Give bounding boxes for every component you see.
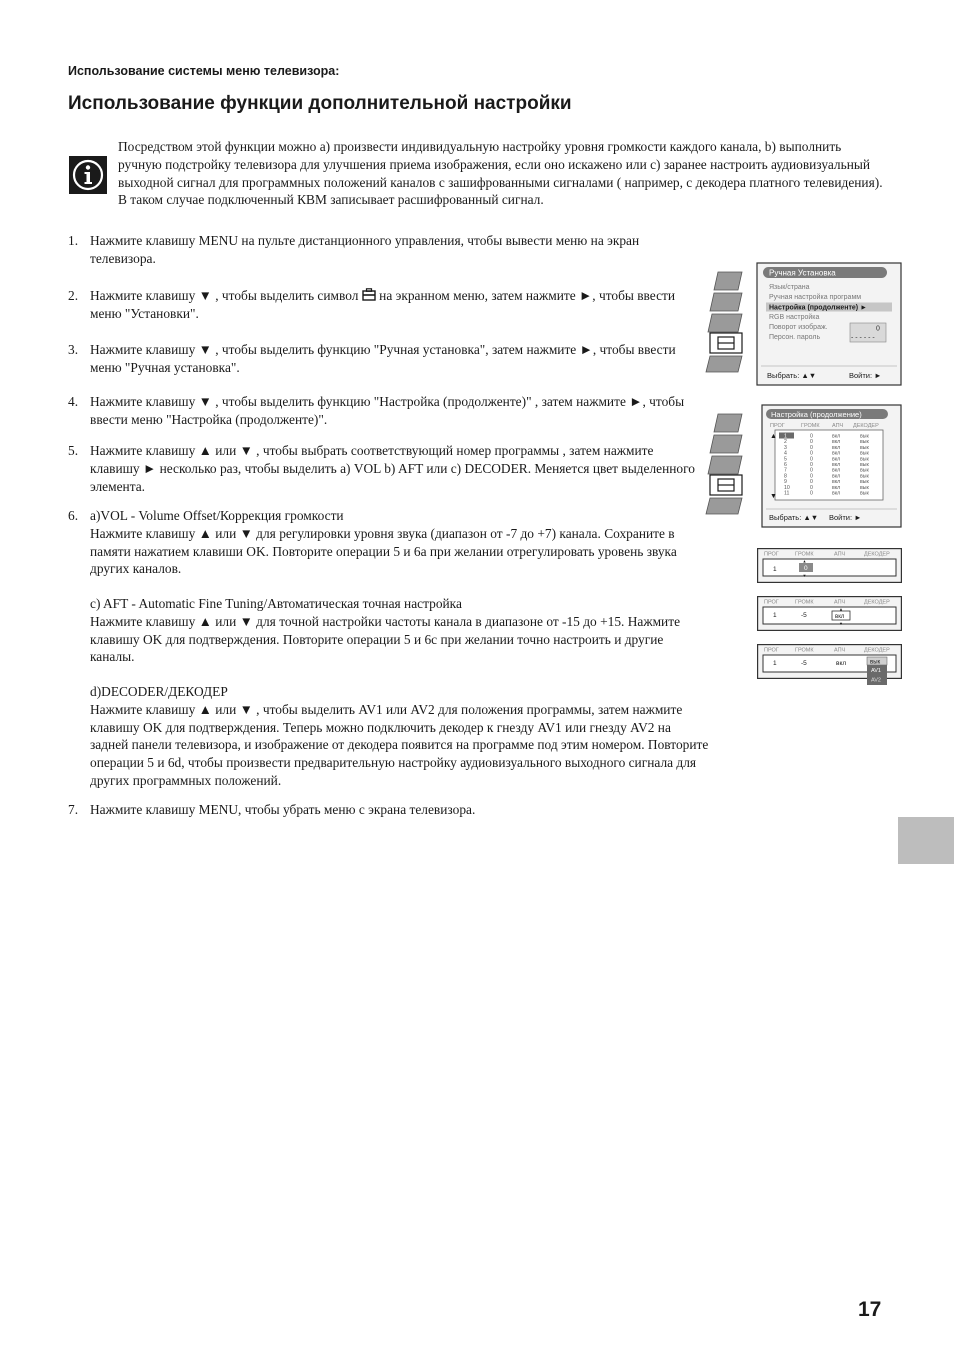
svg-text:АПЧ: АПЧ [834,551,846,558]
decoder-text: Нажмите клавишу ▲ или ▼ , чтобы выделить AV1 или AV2 для положения программы, затем нажмите клавишу OK для подтверждения. Теперь можно подключить декодер к гнезду AV1 или гнезду AV2 на задней панели телевизора, и изображение от декодера появится на программе под этим номером. Повторите операции 5 и 6d, чтобы произвести предварительную настройку аудиовизуального выходного сигнала для других программных положений. [90,701,709,788]
menu2-title: Настройка (продолжение) [771,410,862,419]
menu2-cell: 0 [810,456,813,463]
svg-text:▲: ▲ [839,606,843,612]
step-number: 1. [68,233,79,248]
menu2-cell: 0 [810,462,813,468]
aft-adjust-strip [757,596,902,631]
step-text [90,507,702,578]
svg-text:1: 1 [773,612,777,619]
menu2-cell: 1 [784,433,787,440]
menu-icon-column [706,272,742,372]
vol-title: a)VOL - Volume Offset/Коррекция громкости [90,508,344,523]
step-number: 2. [68,288,79,303]
menu1-title: Ручная Установка [769,268,836,278]
strip-prog-value: 1 [773,566,777,573]
step-text: Нажмите клавишу MENU, чтобы убрать меню с экрана телевизора. [90,802,476,817]
menu2-cell: 0 [810,484,813,491]
menu2-cell: 4 [784,450,787,457]
tuning-continued-screen [704,404,902,528]
scroll-up-arrow: ▲ [770,433,777,440]
step-number: 3. [68,342,79,357]
menu2-cell: вык [860,473,869,480]
password-value: - - - - - - [851,334,875,342]
step-text [90,287,702,323]
step-text-part: на экранном меню, затем нажмите ►, чтобы ввести меню "Установки". [90,288,676,321]
decoder-section [90,683,710,790]
svg-text:ДЕКОДЕР: ДЕКОДЕР [864,551,890,558]
svg-text:АПЧ: АПЧ [834,647,846,654]
intro-paragraph: Посредством этой функции можно а) произвести индивидуальную настройку уровня громкости каждого канала, b) выполнить ручную подстройку телевизора для улучшения приема изображения, если оно искажено или с) заранее настроить аудиовизуальный выходной сигнал для программных положений каналов с зашифрованными сигналами ( например, с декодера платного телевидения). В таком случае подключенный КВМ записывает расшифрованный сигнал. [118,139,883,208]
menu2-cell: 0 [810,490,813,497]
strip-aft-value: вкл [835,614,845,620]
decoder-adjust-strip [757,644,902,686]
sound-menu-icon [710,435,742,453]
sound-menu-icon [710,293,742,311]
menu2-cell: 9 [784,479,787,486]
preset-menu-icon [706,356,742,372]
decoder-option: AV2 [871,677,881,684]
aft-section [90,595,710,666]
step-number: 6. [68,508,79,523]
page-title: Использование функции дополнительной настройки [68,93,572,114]
step-number: 5. [68,443,79,458]
decoder-option: AV1 [871,668,881,674]
svg-text:▲: ▲ [802,558,807,564]
svg-text:ПРОГ: ПРОГ [764,647,779,654]
svg-text:ГРОМК: ГРОМК [795,647,814,654]
menu1-item: RGB настройка [769,314,820,321]
chapter-tab [898,817,954,864]
menu2-header: ПРОГ [770,423,785,429]
menu2-cell: вкл [832,490,841,497]
svg-text:ГРОМК: ГРОМК [795,599,814,606]
menu2-footer-enter: Войти: ► [829,513,862,522]
vol-adjust-strip [757,548,902,583]
info-icon [69,156,107,194]
step-number: 7. [68,802,79,817]
menu2-cell: вык [860,467,869,474]
menu2-cell: вкл [832,473,841,480]
menu2-cell: вык [860,490,869,497]
page-number: 17 [858,1298,882,1321]
menu2-cell: вкл [832,450,841,457]
menu2-cell: 5 [784,456,787,463]
step-text: Нажмите клавишу MENU на пульте дистанционного управления, чтобы вывести меню на экран телевизора. [90,233,640,266]
menu2-footer-select: Выбрать: ▲▼ [769,513,819,522]
step-text: Нажмите клавишу ▼ , чтобы выделить функцию "Настройка (продолженте)" , затем нажмите ►, чтобы ввести меню "Настройка (продолженте)". [90,394,685,427]
menu2-cell: 2 [784,439,787,446]
preset-menu-icon [706,498,742,514]
svg-text:ДЕКОДЕР: ДЕКОДЕР [864,647,890,654]
svg-text:▼: ▼ [802,573,807,578]
menu2-cell: 0 [810,450,813,457]
rotate-value: 0 [876,325,880,333]
step-text: Нажмите клавишу ▲ или ▼ , чтобы выбрать соответствующий номер программы , затем нажмите клавишу ► несколько раз, чтобы выделить а) VOL b) AFT или с) DECODER. Меняется цвет выделенного элемента. [90,443,695,494]
menu2-cell: вык [860,484,869,491]
menu2-cell: вкл [832,456,841,463]
menu2-header: ДЕКОДЕР [853,423,879,429]
menu1-footer-select: Выбрать: ▲▼ [767,371,817,380]
svg-text:вкл: вкл [836,660,847,667]
scroll-down-arrow: ▼ [770,493,777,500]
strip-vol-value: 0 [804,565,808,572]
menu2-cell: вык [860,479,869,486]
menu1-item: Язык/страна [769,284,810,291]
menu2-cell: вык [860,433,869,440]
menu2-header: АПЧ [832,423,844,429]
vol-text: Нажмите клавишу ▲ или ▼ для регулировки уровня звука (диапазон от -7 до +7) канала. Сохраните в памяти нажатием клавиши OK. Повторите операции 5 и 6a при желании отрегулировать уровень звука других каналов. [90,525,677,577]
picture-menu-icon [714,272,742,290]
svg-text:-5: -5 [801,660,807,667]
menu2-cell: 0 [810,467,813,474]
svg-text:▼: ▼ [839,621,843,626]
features-menu-icon [708,456,742,474]
svg-text:ДЕКОДЕР: ДЕКОДЕР [864,599,890,606]
manual-setup-screen [704,262,902,386]
menu2-cell: 0 [810,433,813,440]
svg-text:1: 1 [773,660,777,667]
menu2-cell: вык [860,444,869,451]
step-number: 4. [68,394,79,409]
svg-text:ПРОГ: ПРОГ [764,599,779,606]
menu2-cell: вык [860,456,869,463]
menu-icon-column [706,414,742,514]
menu2-cell: вкл [832,433,841,440]
menu1-item: Персон. пароль [769,334,821,341]
menu2-cell: вкл [832,484,841,491]
menu2-cell: 8 [784,473,787,480]
menu2-cell: 0 [810,444,813,451]
svg-text:ГРОМК: ГРОМК [795,551,814,558]
menu2-cell: вык [860,439,869,446]
menu1-footer-enter: Войти: ► [849,371,882,380]
aft-title: c) AFT - Automatic Fine Tuning/Автоматическая точная настройка [90,596,462,611]
menu2-cell: 3 [784,444,787,451]
menu2-cell: 0 [810,439,813,446]
section-label: Использование системы меню телевизора: [68,64,340,78]
picture-menu-icon [714,414,742,432]
menu2-cell: 0 [810,473,813,480]
svg-text:-5: -5 [801,612,807,619]
svg-text:АПЧ: АПЧ [834,599,846,606]
menu2-cell: 6 [784,462,787,468]
menu2-cell: вык [860,450,869,457]
setup-toolbox-icon [362,288,376,301]
menu2-cell: вык [860,462,869,468]
menu1-item-selected: Настройка (продолженте) ► [769,304,867,312]
features-menu-icon [708,314,742,332]
strip-decoder-value: вык [870,659,881,666]
menu2-cell: вкл [832,479,841,486]
menu2-cell: 7 [784,467,787,474]
menu2-cell: вкл [832,444,841,451]
menu2-cell: вкл [832,439,841,446]
step-text-part: Нажмите клавишу ▼ , чтобы выделить символ [90,288,359,303]
menu2-header: ГРОМК [801,423,820,429]
svg-text:ПРОГ: ПРОГ [764,551,779,558]
menu2-cell: вкл [832,467,841,474]
menu1-item: Поворот изображ. [769,324,828,331]
step-text: Нажмите клавишу ▼ , чтобы выделить функцию "Ручная установка", затем нажмите ►, чтобы ввести меню "Ручная установка". [90,342,676,375]
menu2-cell: 10 [784,484,790,491]
menu2-cell: 0 [810,479,813,486]
menu2-cell: 11 [784,490,790,497]
menu2-cell: вкл [832,462,841,468]
aft-text: Нажмите клавишу ▲ или ▼ для точной настройки частоты канала в диапазоне от -15 до +15. Нажмите клавишу OK для подтверждения. Повторите операции 5 и 6c при желании точно настроить и другие каналы. [90,613,681,665]
decoder-title: d)DECODER/ДЕКОДЕР [90,684,228,699]
menu1-item: Ручная настройка программ [769,294,862,301]
